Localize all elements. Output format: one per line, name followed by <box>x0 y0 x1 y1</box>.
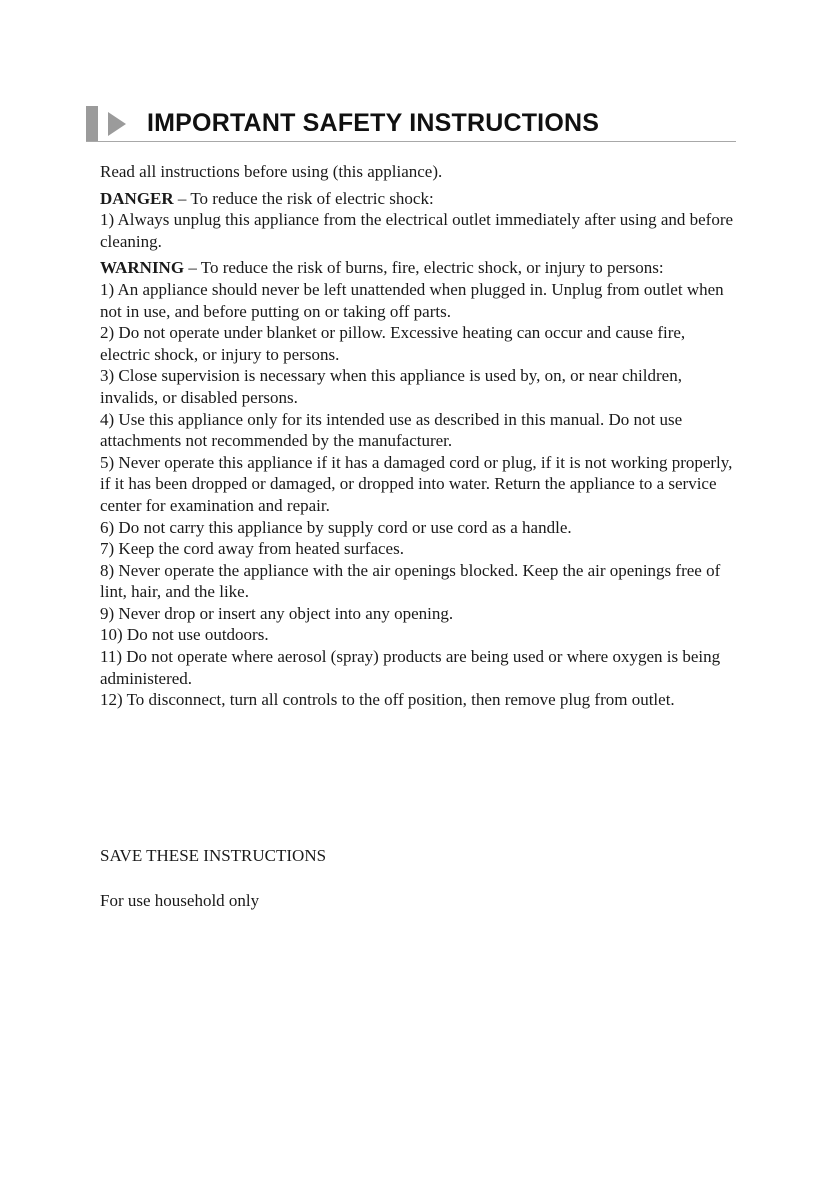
warning-heading <box>100 257 736 279</box>
warning-item: 10) Do not use outdoors. <box>100 625 269 645</box>
warning-item: 5) Never operate this appliance if it has a damaged cord or plug, if it is not working properly, if it has been dropped or damaged, or dropped into water. Return the appliance to a service center for examination and repair. <box>100 452 733 515</box>
warning-item: 12) To disconnect, turn all controls to the off position, then remove plug from outlet. <box>100 690 675 710</box>
warning-item: 8) Never operate the appliance with the air openings blocked. Keep the air openings free of lint, hair, and the like. <box>100 560 721 602</box>
section-header <box>86 106 736 142</box>
household-use-text: For use household only <box>100 891 260 910</box>
warning-item: 9) Never drop or insert any object into any opening. <box>100 603 454 623</box>
danger-term: DANGER <box>100 188 174 208</box>
page-title: IMPORTANT SAFETY INSTRUCTIONS <box>147 109 600 137</box>
danger-heading <box>100 188 736 210</box>
warning-item: 3) Close supervision is necessary when this appliance is used by, on, or near children, invalids, or disabled persons. <box>100 366 682 407</box>
instructions-body <box>100 161 736 711</box>
warning-item: 4) Use this appliance only for its intended use as described in this manual. Do not use attachments not recommended by the manufacturer. <box>100 409 683 451</box>
warning-item: 7) Keep the cord away from heated surfaces. <box>100 539 404 559</box>
warning-item: 1) An appliance should never be left unattended when plugged in. Unplug from outlet when not in use, and before putting on or taking off parts. <box>100 279 724 321</box>
warning-term: WARNING <box>100 258 185 278</box>
intro-text: Read all instructions before using (this appliance). <box>100 162 443 181</box>
header-divider <box>86 141 736 142</box>
warning-item: 2) Do not operate under blanket or pillow. Excessive heating can occur and cause fire, electric shock, or injury to persons. <box>100 323 686 364</box>
save-instructions-text: SAVE THESE INSTRUCTIONS <box>100 846 327 865</box>
warning-item: 6) Do not carry this appliance by supply cord or use cord as a handle. <box>100 517 572 537</box>
header-bar-marker <box>86 106 98 142</box>
danger-lead: – To reduce the risk of electric shock: <box>173 188 434 208</box>
warning-item: 11) Do not operate where aerosol (spray) products are being used or where oxygen is being administered. <box>100 647 721 688</box>
header-arrow-icon <box>107 106 127 142</box>
danger-item: 1) Always unplug this appliance from the electrical outlet immediately after using and before cleaning. <box>100 210 734 251</box>
warning-lead: – To reduce the risk of burns, fire, electric shock, or injury to persons: <box>184 258 664 278</box>
